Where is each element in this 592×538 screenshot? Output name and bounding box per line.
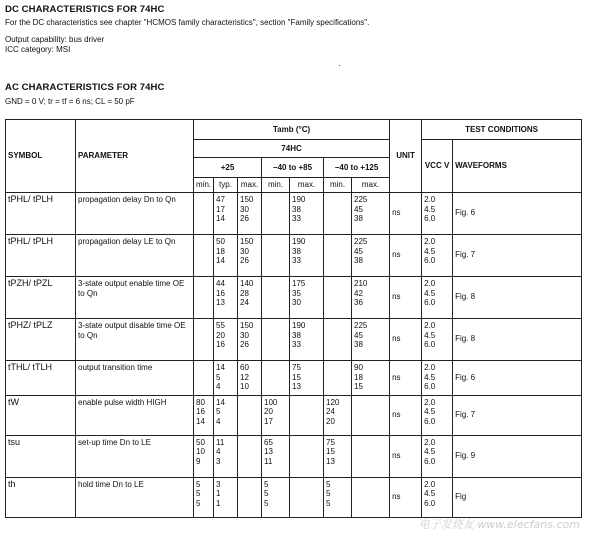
cell-min25	[194, 235, 214, 277]
cell-unit: ns	[390, 235, 422, 277]
temp-125-header: −40 to +125	[324, 158, 390, 178]
output-capability: Output capability: bus driver	[5, 35, 105, 44]
family-header: 74HC	[194, 140, 390, 158]
cell-unit: ns	[390, 361, 422, 396]
cell-max25: 150 30 26	[238, 319, 262, 361]
cell-unit: ns	[390, 395, 422, 435]
ac-characteristics-table	[5, 119, 582, 518]
cell-max125: 225 45 38	[352, 193, 390, 235]
cell-max25: 150 30 26	[238, 193, 262, 235]
cell-min125: 75 15 13	[324, 435, 352, 477]
min-header: min.	[194, 178, 214, 193]
cell-min25	[194, 361, 214, 396]
cell-vcc: 2.0 4.5 6.0	[422, 395, 453, 435]
table-row	[6, 277, 582, 319]
tamb-header: Tamb (°C)	[194, 120, 390, 140]
cell-typ25: 11 4 3	[214, 435, 238, 477]
min-header: min.	[324, 178, 352, 193]
cell-min125	[324, 235, 352, 277]
temp-25-header: +25	[194, 158, 262, 178]
cell-max85	[290, 395, 324, 435]
cell-min25	[194, 193, 214, 235]
dc-note: For the DC characteristics see chapter "HCMOS family characteristics", section "Family specifications".	[5, 18, 370, 27]
cell-param: enable pulse width HIGH	[76, 395, 194, 435]
cell-max85: 75 15 13	[290, 361, 324, 396]
max-header: max.	[290, 178, 324, 193]
ac-conditions: GND = 0 V; tr = tf = 6 ns; CL = 50 pF	[5, 97, 135, 106]
cell-typ25: 47 17 14	[214, 193, 238, 235]
cell-typ25: 50 18 14	[214, 235, 238, 277]
cell-unit: ns	[390, 319, 422, 361]
cell-min25	[194, 319, 214, 361]
min-header: min.	[262, 178, 290, 193]
cell-max85: 190 38 33	[290, 235, 324, 277]
cell-unit: ns	[390, 277, 422, 319]
cell-wave: Fig. 8	[453, 319, 582, 361]
test-conditions-header: TEST CONDITIONS	[422, 120, 582, 140]
cell-param: output transition time	[76, 361, 194, 396]
cell-vcc: 2.0 4.5 6.0	[422, 477, 453, 517]
cell-symbol: tTHL/ tTLH	[6, 361, 76, 396]
parameter-header: PARAMETER	[76, 120, 194, 193]
icc-category: ICC category: MSI	[5, 45, 71, 54]
cell-wave: Fig. 9	[453, 435, 582, 477]
cell-max85: 175 35 30	[290, 277, 324, 319]
temp-85-header: −40 to +85	[262, 158, 324, 178]
cell-max125	[352, 435, 390, 477]
cell-symbol: tPHL/ tPLH	[6, 193, 76, 235]
cell-max25: 60 12 10	[238, 361, 262, 396]
cell-unit: ns	[390, 477, 422, 517]
cell-max85: 190 38 33	[290, 193, 324, 235]
dc-title: DC CHARACTERISTICS FOR 74HC	[5, 4, 165, 15]
cell-max25	[238, 477, 262, 517]
cell-min85: 5 5 5	[262, 477, 290, 517]
cell-min125	[324, 193, 352, 235]
cell-vcc: 2.0 4.5 6.0	[422, 319, 453, 361]
cell-min85	[262, 319, 290, 361]
cell-min25: 5 5 5	[194, 477, 214, 517]
cell-param: 3-state output enable time OE to Qn	[76, 277, 194, 319]
cell-wave: Fig	[453, 477, 582, 517]
cell-max25: 140 28 24	[238, 277, 262, 319]
cell-wave: Fig. 7	[453, 395, 582, 435]
table-row	[6, 193, 582, 235]
cell-max125: 225 45 38	[352, 319, 390, 361]
table-row	[6, 319, 582, 361]
cell-min125: 5 5 5	[324, 477, 352, 517]
table-row	[6, 395, 582, 435]
cell-min125	[324, 277, 352, 319]
cell-vcc: 2.0 4.5 6.0	[422, 435, 453, 477]
cell-min125	[324, 319, 352, 361]
table-row	[6, 435, 582, 477]
cell-min85: 65 13 11	[262, 435, 290, 477]
cell-typ25: 14 5 4	[214, 395, 238, 435]
cell-symbol: tsu	[6, 435, 76, 477]
cell-min25	[194, 277, 214, 319]
cell-max125: 90 18 15	[352, 361, 390, 396]
symbol-header: SYMBOL	[6, 120, 76, 193]
cell-min25: 50 10 9	[194, 435, 214, 477]
cell-max125	[352, 395, 390, 435]
cell-min85	[262, 361, 290, 396]
cell-param: propagation delay Dn to Qn	[76, 193, 194, 235]
typ-header: typ.	[214, 178, 238, 193]
stray-dot: .	[338, 58, 341, 68]
cell-wave: Fig. 8	[453, 277, 582, 319]
cell-wave: Fig. 6	[453, 361, 582, 396]
cell-symbol: tW	[6, 395, 76, 435]
vcc-header: VCC V	[422, 140, 453, 193]
cell-unit: ns	[390, 435, 422, 477]
cell-min25: 80 16 14	[194, 395, 214, 435]
cell-param: propagation delay LE to Qn	[76, 235, 194, 277]
cell-min125: 120 24 20	[324, 395, 352, 435]
cell-max125: 225 45 38	[352, 235, 390, 277]
cell-max125	[352, 477, 390, 517]
cell-max25	[238, 435, 262, 477]
cell-typ25: 55 20 16	[214, 319, 238, 361]
cell-param: hold time Dn to LE	[76, 477, 194, 517]
table-row	[6, 477, 582, 517]
cell-typ25: 3 1 1	[214, 477, 238, 517]
cell-vcc: 2.0 4.5 6.0	[422, 193, 453, 235]
ac-title: AC CHARACTERISTICS FOR 74HC	[5, 82, 165, 93]
table-row	[6, 361, 582, 396]
cell-min85	[262, 277, 290, 319]
max-header: max.	[352, 178, 390, 193]
cell-symbol: tPZH/ tPZL	[6, 277, 76, 319]
cell-min125	[324, 361, 352, 396]
cell-max25: 150 30 26	[238, 235, 262, 277]
cell-typ25: 14 5 4	[214, 361, 238, 396]
cell-vcc: 2.0 4.5 6.0	[422, 277, 453, 319]
cell-max85: 190 38 33	[290, 319, 324, 361]
cell-wave: Fig. 6	[453, 193, 582, 235]
unit-header: UNIT	[390, 120, 422, 193]
cell-max85	[290, 477, 324, 517]
cell-min85: 100 20 17	[262, 395, 290, 435]
cell-symbol: tPHL/ tPLH	[6, 235, 76, 277]
cell-param: 3-state output disable time OE to Qn	[76, 319, 194, 361]
cell-min85	[262, 235, 290, 277]
cell-max85	[290, 435, 324, 477]
cell-wave: Fig. 7	[453, 235, 582, 277]
watermark: 电子发烧友 www.elecfans.com	[418, 518, 580, 531]
max-header: max.	[238, 178, 262, 193]
cell-vcc: 2.0 4.5 6.0	[422, 361, 453, 396]
cell-symbol: th	[6, 477, 76, 517]
cell-unit: ns	[390, 193, 422, 235]
cell-symbol: tPHZ/ tPLZ	[6, 319, 76, 361]
table-row	[6, 235, 582, 277]
cell-max25	[238, 395, 262, 435]
cell-param: set-up time Dn to LE	[76, 435, 194, 477]
cell-typ25: 44 16 13	[214, 277, 238, 319]
cell-min85	[262, 193, 290, 235]
cell-vcc: 2.0 4.5 6.0	[422, 235, 453, 277]
waveforms-header: WAVEFORMS	[453, 140, 582, 193]
cell-max125: 210 42 36	[352, 277, 390, 319]
